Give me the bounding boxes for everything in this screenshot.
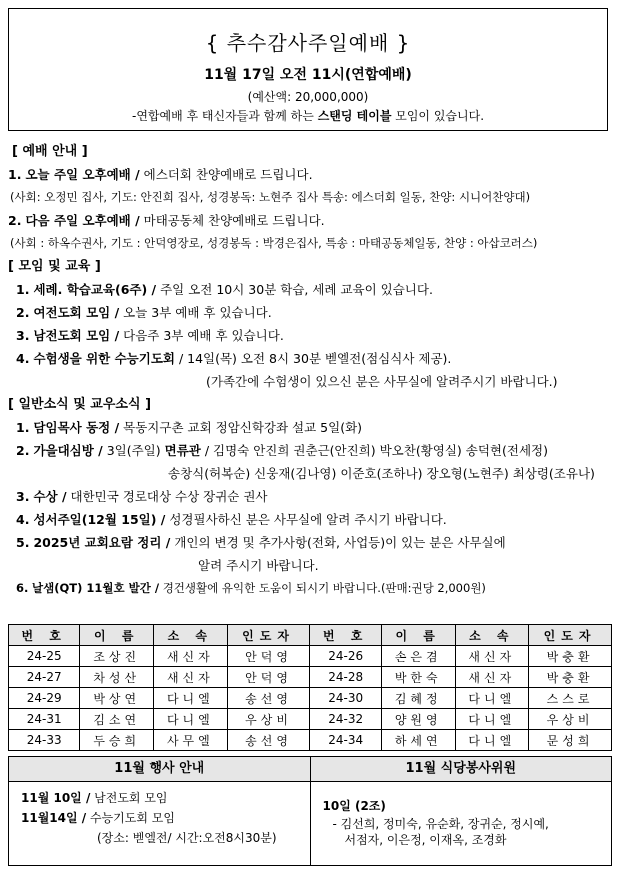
table-cell: 다니엘 <box>455 688 529 709</box>
table-cell: 김소연 <box>80 709 154 730</box>
events-column <box>9 757 310 865</box>
section-heading-worship: [ 예배 안내 ] <box>12 144 88 159</box>
table-cell: 송선영 <box>227 730 310 751</box>
col-number: 번 호 <box>310 625 381 646</box>
table-cell: 24-25 <box>9 646 80 667</box>
table-cell: 24-29 <box>9 688 80 709</box>
newcomer-roster-table <box>8 624 612 751</box>
table-cell: 안덕영 <box>227 646 310 667</box>
meal-group: 10일 (2조) <box>322 799 386 813</box>
table-cell: 하세연 <box>381 730 455 751</box>
table-cell: 스스로 <box>529 688 612 709</box>
table-cell: 24-31 <box>9 709 80 730</box>
table-row <box>9 730 612 751</box>
table-cell: 다니엘 <box>154 688 228 709</box>
table-cell: 문성희 <box>529 730 612 751</box>
table-cell: 박충환 <box>529 667 612 688</box>
table-cell: 24-34 <box>310 730 381 751</box>
monthly-info-box <box>8 756 612 866</box>
col-number: 번 호 <box>9 625 80 646</box>
roster-header-row <box>9 625 612 646</box>
table-cell: 송선영 <box>227 688 310 709</box>
education-item-4-cont: (가족간에 수험생이 있으신 분은 사무실에 알려주시기 바랍니다.) <box>206 374 558 389</box>
events-heading: 11월 행사 안내 <box>9 757 310 782</box>
table-cell: 새신자 <box>154 667 228 688</box>
service-header-box <box>8 8 608 131</box>
meal-members-line-1: - 김선희, 정미숙, 유순화, 장귀순, 정시예, <box>332 817 549 831</box>
table-cell: 우상비 <box>529 709 612 730</box>
table-cell: 새신자 <box>455 667 529 688</box>
event-item: 11월14일 / 수능기도회 모임 <box>21 811 175 825</box>
education-item-1: 1. 세례. 학습교육(6주) / 주일 오전 10시 30분 학습, 세례 교육이 있습니다. <box>16 282 433 297</box>
table-cell: 안덕영 <box>227 667 310 688</box>
section-heading-education: [ 모임 및 교육 ] <box>8 259 101 274</box>
education-item-2: 2. 여전도회 모임 / 오늘 3부 예배 후 있습니다. <box>16 305 272 320</box>
table-cell: 차성산 <box>80 667 154 688</box>
table-cell: 24-30 <box>310 688 381 709</box>
event-place: (장소: 벧엘전/ 시간:오전8시30분) <box>97 831 277 845</box>
table-cell: 24-32 <box>310 709 381 730</box>
worship-item-2-detail: (사회 : 하옥수권사, 기도 : 안덕영장로, 성경봉독 : 박경은집사, 특송 : 마태공동체일동, 찬양 : 아삽코러스) <box>10 236 538 250</box>
table-cell: 우상비 <box>227 709 310 730</box>
news-item-4: 4. 성서주일(12월 15일) / 성경필사하신 분은 사무실에 알려 주시기 바랍니다. <box>16 512 447 527</box>
table-cell: 24-27 <box>9 667 80 688</box>
service-datetime: 11월 17일 오전 11시(연합예배) <box>204 67 412 83</box>
table-cell: 새신자 <box>455 646 529 667</box>
news-item-3: 3. 수상 / 대한민국 경로대상 수상 장귀순 권사 <box>16 489 268 504</box>
news-item-5-cont: 알려 주시기 바랍니다. <box>198 558 319 573</box>
table-cell: 박한숙 <box>381 667 455 688</box>
table-cell: 두승희 <box>80 730 154 751</box>
table-cell: 박충환 <box>529 646 612 667</box>
table-cell: 24-26 <box>310 646 381 667</box>
table-cell: 손은겸 <box>381 646 455 667</box>
worship-item-1-detail: (사회: 오정민 집사, 기도: 안진희 집사, 성경봉독: 노현주 집사 특송: 에스더회 일동, 찬양: 시니어찬양대) <box>10 190 531 204</box>
meal-column <box>310 757 612 865</box>
table-cell: 다니엘 <box>154 709 228 730</box>
col-group: 소 속 <box>455 625 529 646</box>
news-item-1: 1. 담임목사 동정 / 목동지구촌 교회 정암신학강좌 설교 5일(화) <box>16 420 363 435</box>
table-cell: 김혜정 <box>381 688 455 709</box>
worship-item-1: 1. 오늘 주일 오후예배 / 에스더회 찬양예배로 드립니다. <box>8 167 313 182</box>
news-item-2: 2. 가을대심방 / 3일(주일) 면류관 / 김명숙 안진희 권춘근(안진희) 박오찬(황영실) 송덕현(전세정) <box>16 443 548 458</box>
col-guide: 인도자 <box>227 625 310 646</box>
event-item: 11월 10일 / 남전도회 모임 <box>21 791 168 805</box>
education-item-4: 4. 수험생을 위한 수능기도회 / 14일(목) 오전 8시 30분 벧엘전(점심식사 제공). <box>16 351 452 366</box>
table-cell: 다니엘 <box>455 709 529 730</box>
table-cell: 다니엘 <box>455 730 529 751</box>
table-row <box>9 688 612 709</box>
section-heading-news: [ 일반소식 및 교우소식 ] <box>8 397 152 412</box>
table-cell: 박상연 <box>80 688 154 709</box>
table-row <box>9 646 612 667</box>
table-cell: 조상진 <box>80 646 154 667</box>
table-cell: 새신자 <box>154 646 228 667</box>
news-item-5: 5. 2025년 교회요람 정리 / 개인의 변경 및 추가사항(전화, 사업등)이 있는 분은 사무실에 <box>16 535 506 550</box>
meal-members-line-2: 서점자, 이은정, 이재옥, 조경화 <box>344 833 507 847</box>
table-row <box>9 667 612 688</box>
table-row <box>9 709 612 730</box>
col-name: 이 름 <box>381 625 455 646</box>
announcements <box>8 140 612 600</box>
meal-heading: 11월 식당봉사위원 <box>311 757 612 782</box>
table-cell: 24-28 <box>310 667 381 688</box>
table-cell: 사무엘 <box>154 730 228 751</box>
news-item-2-cont: 송창식(허복순) 신웅재(김나영) 이준호(조하나) 장오형(노현주) 최상령(조유나) <box>168 466 595 481</box>
service-note: -연합예배 후 태신자들과 함께 하는 스탠딩 테이블 모임이 있습니다. <box>131 109 485 123</box>
table-cell: 양원영 <box>381 709 455 730</box>
table-cell: 24-33 <box>9 730 80 751</box>
news-item-6: 6. 날샘(QT) 11월호 발간 / 경건생활에 유익한 도움이 되시기 바랍니다.(판매:권당 2,000원) <box>16 581 486 595</box>
col-guide: 인도자 <box>529 625 612 646</box>
education-item-3: 3. 남전도회 모임 / 다음주 3부 예배 후 있습니다. <box>16 328 284 343</box>
service-budget: (예산액: 20,000,000) <box>247 90 369 104</box>
worship-item-2: 2. 다음 주일 오후예배 / 마태공동체 찬양예배로 드립니다. <box>8 213 325 228</box>
col-name: 이 름 <box>80 625 154 646</box>
col-group: 소 속 <box>154 625 228 646</box>
service-title: { 추수감사주일예배 } <box>205 31 411 55</box>
